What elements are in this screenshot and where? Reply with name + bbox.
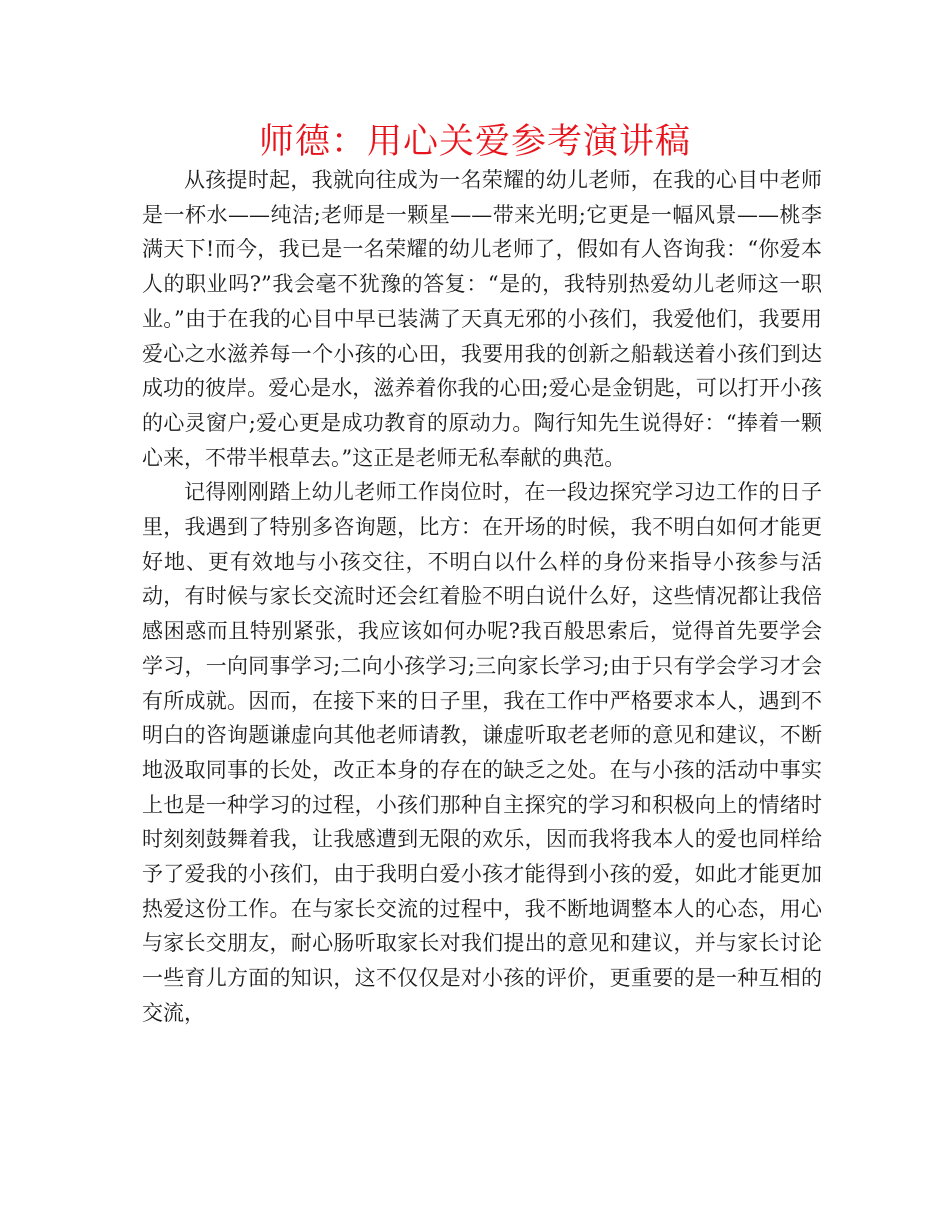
paragraph-1: 从孩提时起，我就向往成为一名荣耀的幼儿老师，在我的心目中老师是一杯水——纯洁;老师是一颗星——带来光明;它更是一幅风景——桃李满天下!而今，我已是一名荣耀的幼儿老师了，假如有人咨询我：“你爱本人的职业吗?”我会毫不犹豫的答复：“是的，我特别热爱幼儿老师这一职业。”由于在我的心目中早已装满了天真无邪的小孩们，我爱他们，我要用爱心之水滋养每一个小孩的心田，我要用我的创新之船载送着小孩们到达成功的彼岸。爱心是水，滋养着你我的心田;爱心是金钥匙，可以打开小孩的心灵窗户;爱心更是成功教育的原动力。陶行知先生说得好：“捧着一颗心来，不带半根草去。”这正是老师无私奉献的典范。 [142, 168, 822, 470]
document-body [142, 163, 822, 1031]
paragraph-2: 记得刚刚踏上幼儿老师工作岗位时，在一段边探究学习边工作的日子里，我遇到了特别多咨询题，比方：在开场的时候，我不明白如何才能更好地、更有效地与小孩交往，不明白以什么样的身份来指导小孩参与活动，有时候与家长交流时还会红着脸不明白说什么好，这些情况都让我倍感困惑而且特别紧张，我应该如何办呢?我百般思索后，觉得首先要学会学习，一向同事学习;二向小孩学习;三向家长学习;由于只有学会学习才会有所成就。因而，在接下来的日子里，我在工作中严格要求本人，遇到不明白的咨询题谦虚向其他老师请教，谦虚听取老老师的意见和建议，不断地汲取同事的长处，改正本身的存在的缺乏之处。在与小孩的活动中事实上也是一种学习的过程，小孩们那种自主探究的学习和积极向上的情绪时时刻刻鼓舞着我，让我感遭到无限的欢乐，因而我将我本人的爱也同样给予了爱我的小孩们，由于我明白爱小孩才能得到小孩的爱，如此才能更加热爱这份工作。在与家长交流的过程中，我不断地调整本人的心态，用心与家长交朋友，耐心肠听取家长对我们提出的意见和建议，并与家长讨论一些育儿方面的知识，这不仅仅是对小孩的评价，更重要的是一种互相的交流， [142, 480, 822, 1025]
document-title: 师德：用心关爱参考演讲稿 [258, 122, 691, 162]
